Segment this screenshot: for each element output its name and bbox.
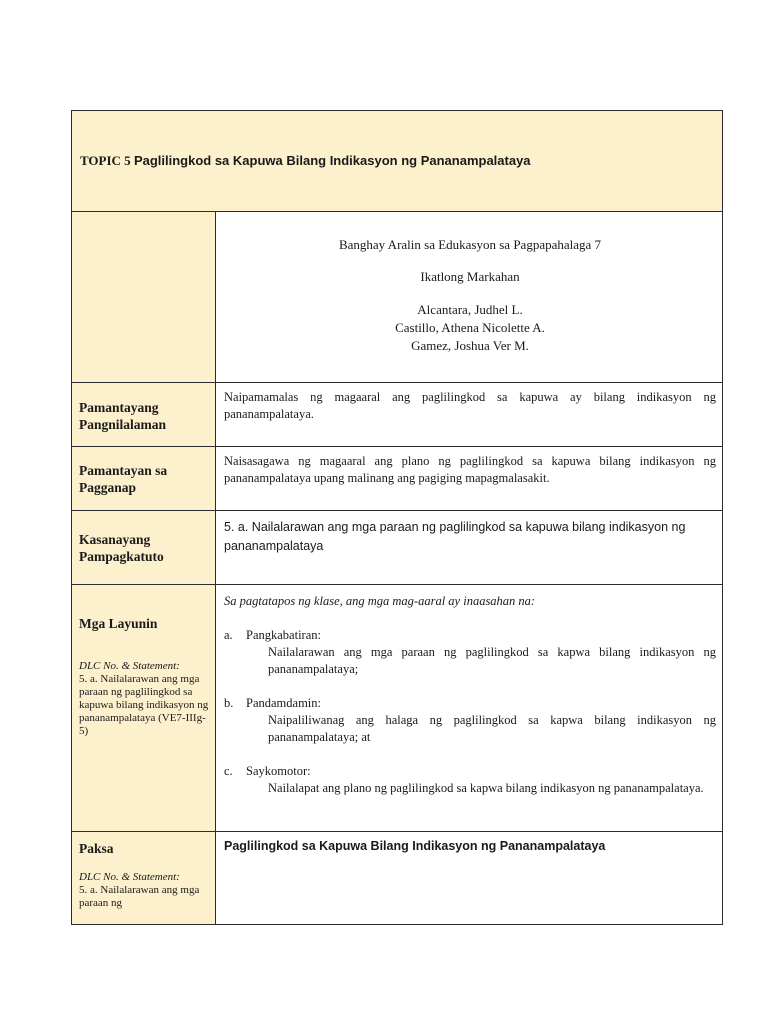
objectives-intro: Sa pagtatapos ng klase, ang mga mag-aaral ay inaasahan na:	[224, 594, 536, 608]
topic-name: Paglilingkod sa Kapuwa Bilang Indikasyon ng Pananampalataya	[133, 153, 531, 168]
objective-domain: Pandamdamin:	[246, 696, 321, 710]
pamantayang-pangnilalaman-row	[72, 382, 722, 446]
author-name: Alcantara, Judhel L.	[417, 302, 523, 317]
row-content: Naisasagawa ng magaaral ang plano ng paglilingkod sa kapuwa bilang indikasyon ng pananampalataya upang malinang ang pagiging mapagmalasakit.	[224, 454, 716, 485]
row-label-line: Pamantayang	[79, 400, 159, 415]
paksa-label-cell	[72, 832, 216, 924]
mga-layunin-content	[216, 585, 722, 831]
kasanayang-pampagkatuto-row	[72, 510, 722, 584]
header-block-label-cell	[72, 212, 216, 382]
lesson-plan-document	[71, 110, 723, 925]
header-block-cell	[216, 212, 722, 382]
objective-letter: a.	[224, 628, 233, 642]
objective-domain: Saykomotor:	[246, 764, 311, 778]
row-label	[72, 511, 216, 584]
objective-item	[224, 627, 716, 678]
row-label-line: Pamantayan sa	[79, 463, 168, 478]
row-label: Mga Layunin	[79, 616, 158, 631]
dlc-statement: 5. a. Nailalarawan ang mga paraan ng paglilingkod sa kapuwa bilang indikasyon ng pananampalataya (VE7-IIIg-5)	[79, 673, 209, 737]
objective-item	[224, 695, 716, 746]
objective-item	[224, 763, 716, 797]
objective-letter: b.	[224, 696, 234, 710]
header-block-row	[72, 211, 722, 382]
row-label: Paksa	[79, 841, 114, 856]
author-name: Gamez, Joshua Ver M.	[411, 338, 529, 353]
author-name: Castillo, Athena Nicolette A.	[395, 320, 545, 335]
topic-title-row	[72, 111, 722, 211]
row-content: Naipamamalas ng magaaral ang paglilingkod sa kapuwa ay bilang indikasyon ng pananampalataya.	[224, 390, 716, 421]
row-label-line: Pagganap	[79, 480, 137, 495]
authors-list	[224, 301, 716, 355]
dlc-label: DLC No. & Statement:	[79, 871, 180, 883]
lesson-plan-table	[71, 110, 723, 925]
objective-text: Nailalapat ang plano ng paglilingkod sa kapwa bilang indikasyon ng pananampalataya.	[268, 781, 704, 795]
paksa-row	[72, 831, 722, 924]
subject-line: Banghay Aralin sa Edukasyon sa Pagpapahalaga 7	[338, 237, 602, 252]
mga-layunin-label-cell	[72, 585, 216, 831]
objective-letter: c.	[224, 764, 233, 778]
dlc-block	[79, 871, 209, 910]
objective-text: Naipaliliwanag ang halaga ng paglilingkod sa kapwa bilang indikasyon ng pananampalataya; at	[268, 713, 716, 744]
row-content: 5. a. Nailalarawan ang mga paraan ng paglilingkod sa kapuwa bilang indikasyon ng pananampalataya	[224, 520, 686, 553]
row-label	[72, 447, 216, 510]
dlc-statement: 5. a. Nailalarawan ang mga paraan ng	[79, 884, 200, 909]
topic-title	[80, 153, 531, 169]
row-label-line: Pampagkatuto	[79, 549, 164, 564]
dlc-block	[79, 660, 209, 738]
objective-domain: Pangkabatiran:	[246, 628, 321, 642]
pamantayan-sa-pagganap-row	[72, 446, 722, 510]
dlc-label: DLC No. & Statement:	[79, 660, 180, 672]
row-label-line: Pangnilalaman	[79, 417, 167, 432]
row-label	[72, 383, 216, 446]
topic-number: TOPIC 5	[80, 153, 131, 168]
objective-text: Nailalarawan ang mga paraan ng paglilingkod sa kapwa bilang indikasyon ng pananampalataya;	[268, 645, 716, 676]
mga-layunin-row	[72, 584, 722, 831]
row-label-line: Kasanayang	[79, 532, 151, 547]
paksa-content: Paglilingkod sa Kapuwa Bilang Indikasyon ng Pananampalataya	[224, 839, 606, 853]
quarter-line: Ikatlong Markahan	[420, 269, 520, 284]
